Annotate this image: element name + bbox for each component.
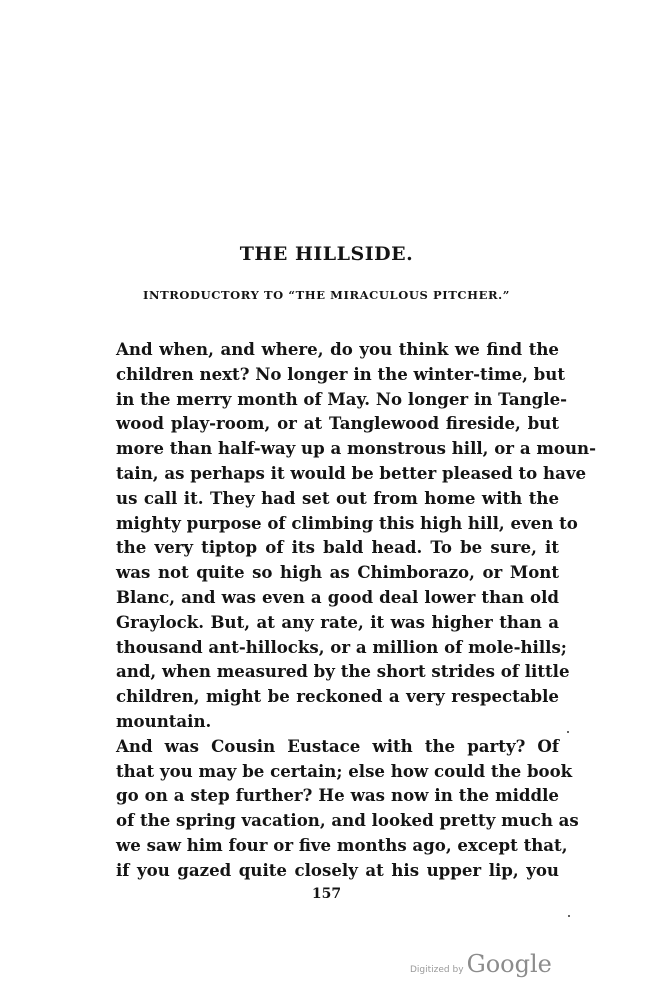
text-line: and, when measured by the short strides of little	[116, 661, 570, 682]
text-line: children, might be reckoned a very respectable	[116, 686, 559, 707]
subtitle: INTRODUCTORY TO “THE MIRACULOUS PITCHER.”	[143, 288, 510, 302]
text-line: of the spring vacation, and looked pretty much as	[116, 810, 579, 831]
text-line: more than half-way up a monstrous hill, or a moun-	[116, 438, 596, 459]
text-line: mountain.	[116, 710, 212, 731]
text-line: go on a step further? He was now in the middle	[116, 785, 559, 806]
body-text	[116, 337, 596, 883]
text-line: wood play-room, or at Tanglewood fireside, but	[116, 413, 559, 434]
digitized-by-label: Digitized by	[410, 965, 464, 975]
text-line: And was Cousin Eustace with the party? Of	[116, 735, 559, 756]
text-line: we saw him four or five months ago, except that,	[116, 834, 568, 855]
page-title: THE HILLSIDE.	[239, 243, 414, 265]
page-number: 157	[311, 886, 342, 902]
text-line: mighty purpose of climbing this high hill, even to	[116, 512, 578, 533]
text-line: thousand ant-hillocks, or a million of mole-hills;	[116, 636, 567, 657]
text-line: in the merry month of May. No longer in Tangle-	[116, 388, 568, 409]
text-line: Graylock. But, at any rate, it was higher than a	[116, 611, 559, 632]
text-line: children next? No longer in the winter-time, but	[116, 363, 566, 384]
scan-speck	[567, 731, 569, 733]
text-line: Blanc, and was even a good deal lower than old	[116, 586, 559, 607]
google-logo: Google	[466, 950, 552, 978]
text-line: was not quite so high as Chimborazo, or Mont	[116, 562, 559, 583]
text-line: the very tiptop of its bald head. To be sure, it	[116, 537, 559, 558]
text-line: that you may be certain; else how could the book	[116, 760, 573, 781]
digitized-by-watermark	[410, 950, 552, 978]
scan-speck	[568, 915, 570, 917]
text-line: And when, and where, do you think we find the	[116, 339, 559, 359]
text-line: if you gazed quite closely at his upper lip, you	[116, 859, 559, 880]
text-line: us call it. They had set out from home with the	[116, 487, 559, 508]
text-line: tain, as perhaps it would be better pleased to have	[116, 462, 587, 483]
